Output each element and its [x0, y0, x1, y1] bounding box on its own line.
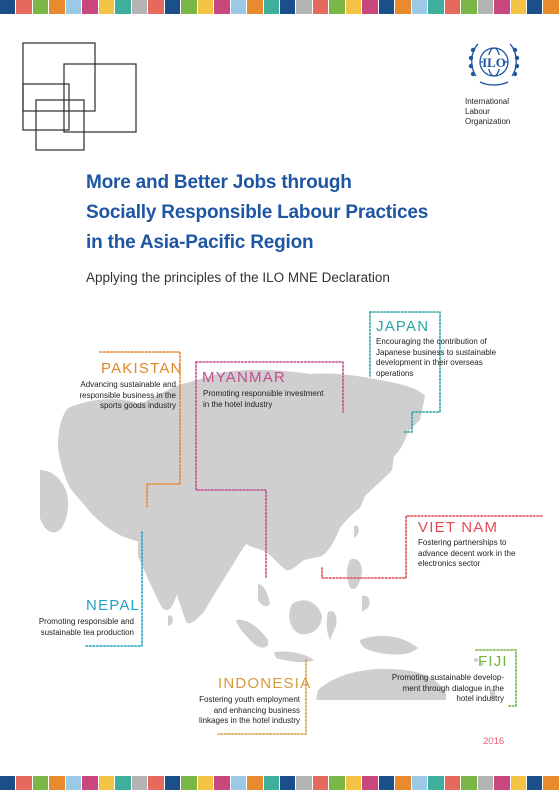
stripe-segment: [148, 776, 164, 790]
country-label-myanmar: MYANMAR: [202, 369, 286, 386]
stripe-segment: [264, 776, 280, 790]
subtitle: Applying the principles of the ILO MNE Declaration: [86, 270, 390, 285]
description-line: electronics sector: [418, 559, 481, 568]
stripe-segment: [296, 776, 312, 790]
country-label-nepal: NEPAL: [86, 597, 141, 614]
description-line: in the hotel industry: [203, 399, 273, 409]
stripe-segment: [395, 776, 411, 790]
stripe-segment: [543, 776, 559, 790]
stripe-segment: [527, 776, 543, 790]
description-line: Promoting responsible and: [38, 617, 134, 626]
stripe-segment: [511, 776, 527, 790]
stripe-segment: [49, 776, 65, 790]
description-line: advance decent work in the: [418, 548, 516, 558]
description-japan: [376, 337, 496, 379]
stripe-segment: [66, 776, 82, 790]
stripe-segment: [362, 776, 378, 790]
description-line: linkages in the hotel industry: [199, 716, 300, 725]
title-line: Socially Responsible Labour Practices: [86, 202, 429, 223]
org-name-line: Labour: [465, 107, 490, 116]
color-stripe-bottom: [0, 776, 560, 790]
description-line: Japanese business to sustainable: [376, 347, 497, 357]
stripe-segment: [16, 776, 32, 790]
description-line: Promoting responsible investment: [203, 389, 324, 398]
description-line: sports goods industry: [99, 401, 176, 410]
stripe-segment: [99, 776, 115, 790]
stripe-segment: [461, 776, 477, 790]
description-indonesia: [184, 695, 300, 727]
description-vietnam: [418, 538, 515, 570]
stripe-segment: [82, 776, 98, 790]
stripe-segment: [412, 776, 428, 790]
stripe-segment: [494, 776, 510, 790]
description-line: Fostering youth employment: [199, 695, 300, 704]
stripe-segment: [247, 776, 263, 790]
country-label-japan: JAPAN: [376, 318, 430, 335]
stripe-segment: [313, 776, 329, 790]
stripe-segment: [445, 776, 461, 790]
stripe-segment: [379, 776, 395, 790]
description-line: ment through dialogue in the: [402, 683, 504, 693]
description-line: Fostering partnerships to: [418, 538, 507, 547]
org-name-line: International: [465, 97, 510, 106]
description-line: Promoting sustainable develop-: [391, 673, 504, 682]
stripe-segment: [115, 776, 131, 790]
description-myanmar: [203, 389, 324, 410]
country-label-vietnam: VIET NAM: [418, 519, 499, 536]
stripe-segment: [329, 776, 345, 790]
stripe-segment: [198, 776, 214, 790]
country-label-pakistan: PAKISTAN: [101, 360, 183, 377]
description-line: sustainable tea production: [40, 627, 134, 637]
stripe-segment: [346, 776, 362, 790]
title-line: More and Better Jobs through: [86, 172, 352, 193]
description-line: Advancing sustainable and: [80, 380, 176, 389]
org-name-line: Organization: [465, 117, 511, 126]
description-fiji: [376, 673, 504, 705]
description-line: operations: [376, 368, 414, 378]
ilo-logo-text: ILO: [482, 55, 506, 70]
publication-year: 2016: [483, 736, 505, 747]
stripe-segment: [0, 776, 16, 790]
description-line: hotel industry: [456, 694, 504, 703]
stripe-segment: [478, 776, 494, 790]
description-nepal: [22, 617, 134, 638]
stripe-segment: [214, 776, 230, 790]
stripe-segment: [181, 776, 197, 790]
description-line: responsible business in the: [79, 390, 176, 400]
stripe-segment: [33, 776, 49, 790]
description-line: development in their overseas: [376, 358, 483, 367]
country-label-indonesia: INDONESIA: [218, 675, 312, 692]
description-line: and enhancing business: [213, 705, 300, 715]
description-line: Encouraging the contribution of: [376, 337, 487, 346]
description-pakistan: [64, 380, 176, 412]
stripe-segment: [132, 776, 148, 790]
stripe-segment: [280, 776, 296, 790]
stripe-segment: [165, 776, 181, 790]
country-label-fiji: FIJI: [478, 653, 508, 670]
title-line: in the Asia-Pacific Region: [86, 232, 314, 253]
stripe-segment: [428, 776, 444, 790]
stripe-segment: [231, 776, 247, 790]
